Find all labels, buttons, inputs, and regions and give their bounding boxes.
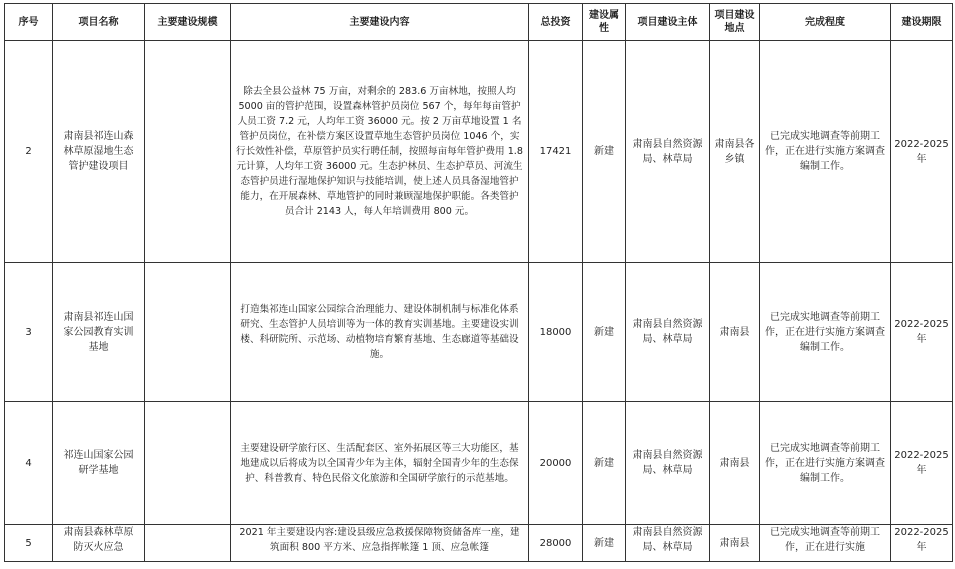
cell-progress: 已完成实地调查等前期工作，正在进行实施方案调查编制工作。 xyxy=(760,41,891,263)
header-invest: 总投资 xyxy=(529,4,583,41)
cell-period: 2022-2025 年 xyxy=(891,41,953,263)
cell-content: 2021 年主要建设内容:建设县级应急救援保障物资储备库一座，建筑面积 800 平方米、应急指挥帐篷 1 顶、应急帐篷 xyxy=(231,525,529,562)
cell-invest: 17421 xyxy=(529,41,583,263)
cell-scale xyxy=(145,263,231,402)
table-row xyxy=(5,263,953,402)
cell-nature: 新建 xyxy=(583,525,626,562)
cell-scale xyxy=(145,41,231,263)
cell-seq: 5 xyxy=(5,525,53,562)
header-row xyxy=(5,4,953,41)
header-progress: 完成程度 xyxy=(760,4,891,41)
cell-nature: 新建 xyxy=(583,402,626,525)
header-nature: 建设属性 xyxy=(583,4,626,41)
project-table xyxy=(4,3,953,562)
header-name: 项目名称 xyxy=(53,4,145,41)
header-scale: 主要建设规模 xyxy=(145,4,231,41)
cell-site: 肃南县 xyxy=(710,263,760,402)
cell-name: 肃南县森林草原防灭火应急 xyxy=(53,525,145,562)
cell-invest: 18000 xyxy=(529,263,583,402)
cell-progress: 已完成实地调查等前期工作，正在进行实施方案调查编制工作。 xyxy=(760,402,891,525)
cell-name: 肃南县祁连山国家公园教育实训基地 xyxy=(53,263,145,402)
cell-owner: 肃南县自然资源局、林草局 xyxy=(626,402,710,525)
cell-progress: 已完成实地调查等前期工作，正在进行实施 xyxy=(760,525,891,562)
cell-content: 打造集祁连山国家公园综合治理能力、建设体制机制与标准化体系研究、生态管护人员培训等为一体的教育实训基地。主要建设实训楼、科研院所、示范场、动植物培育繁育基地、生态廊道等基础设施。 xyxy=(231,263,529,402)
cell-nature: 新建 xyxy=(583,41,626,263)
cell-scale xyxy=(145,402,231,525)
cell-seq: 4 xyxy=(5,402,53,525)
cell-content: 主要建设研学旅行区、生活配套区、室外拓展区等三大功能区，基地建成以后将成为以全国青少年为主体，辐射全国青少年的生态保护、科普教育、特色民俗文化旅游和全国研学旅行的示范基地。 xyxy=(231,402,529,525)
cell-owner: 肃南县自然资源局、林草局 xyxy=(626,263,710,402)
cell-content: 除去全县公益林 75 万亩，对剩余的 283.6 万亩林地，按照人均 5000 亩的管护范围，设置森林管护员岗位 567 个，每年每亩管护人员工资 7.2 元，人均年工资 36000 元。按 2 万亩草地设置 1 名管护员岗位，在补偿方案区设置草地生态管护员岗位 1046 个，实行长效性补偿，草原管护员实行聘任制，按照每亩每年管护费用 1.8 元计算，人均年工资 36000 元。生态护林员、生态护草员、河流生态管护员进行湿地保护知识与技能培训，使上述人员具备湿地管护能力，在开展森林、草地管护的同时兼顾湿地保护职能。各类管护员合计 2143 人，每人年培训费用 800 元。 xyxy=(231,41,529,263)
cell-site: 肃南县各乡镇 xyxy=(710,41,760,263)
cell-seq: 2 xyxy=(5,41,53,263)
table-row xyxy=(5,402,953,525)
cell-invest: 28000 xyxy=(529,525,583,562)
header-period: 建设期限 xyxy=(891,4,953,41)
table-row xyxy=(5,525,953,562)
header-seq: 序号 xyxy=(5,4,53,41)
cell-period: 2022-2025 年 xyxy=(891,525,953,562)
header-owner: 项目建设主体 xyxy=(626,4,710,41)
cell-site: 肃南县 xyxy=(710,402,760,525)
cell-site: 肃南县 xyxy=(710,525,760,562)
cell-period: 2022-2025 年 xyxy=(891,402,953,525)
cell-name: 肃南县祁连山森林草原湿地生态管护建设项目 xyxy=(53,41,145,263)
cell-seq: 3 xyxy=(5,263,53,402)
cell-period: 2022-2025 年 xyxy=(891,263,953,402)
cell-scale xyxy=(145,525,231,562)
cell-nature: 新建 xyxy=(583,263,626,402)
cell-owner: 肃南县自然资源局、林草局 xyxy=(626,41,710,263)
table-row xyxy=(5,41,953,263)
cell-name: 祁连山国家公园研学基地 xyxy=(53,402,145,525)
cell-invest: 20000 xyxy=(529,402,583,525)
header-site: 项目建设地点 xyxy=(710,4,760,41)
cell-owner: 肃南县自然资源局、林草局 xyxy=(626,525,710,562)
cell-progress: 已完成实地调查等前期工作，正在进行实施方案调查编制工作。 xyxy=(760,263,891,402)
header-content: 主要建设内容 xyxy=(231,4,529,41)
